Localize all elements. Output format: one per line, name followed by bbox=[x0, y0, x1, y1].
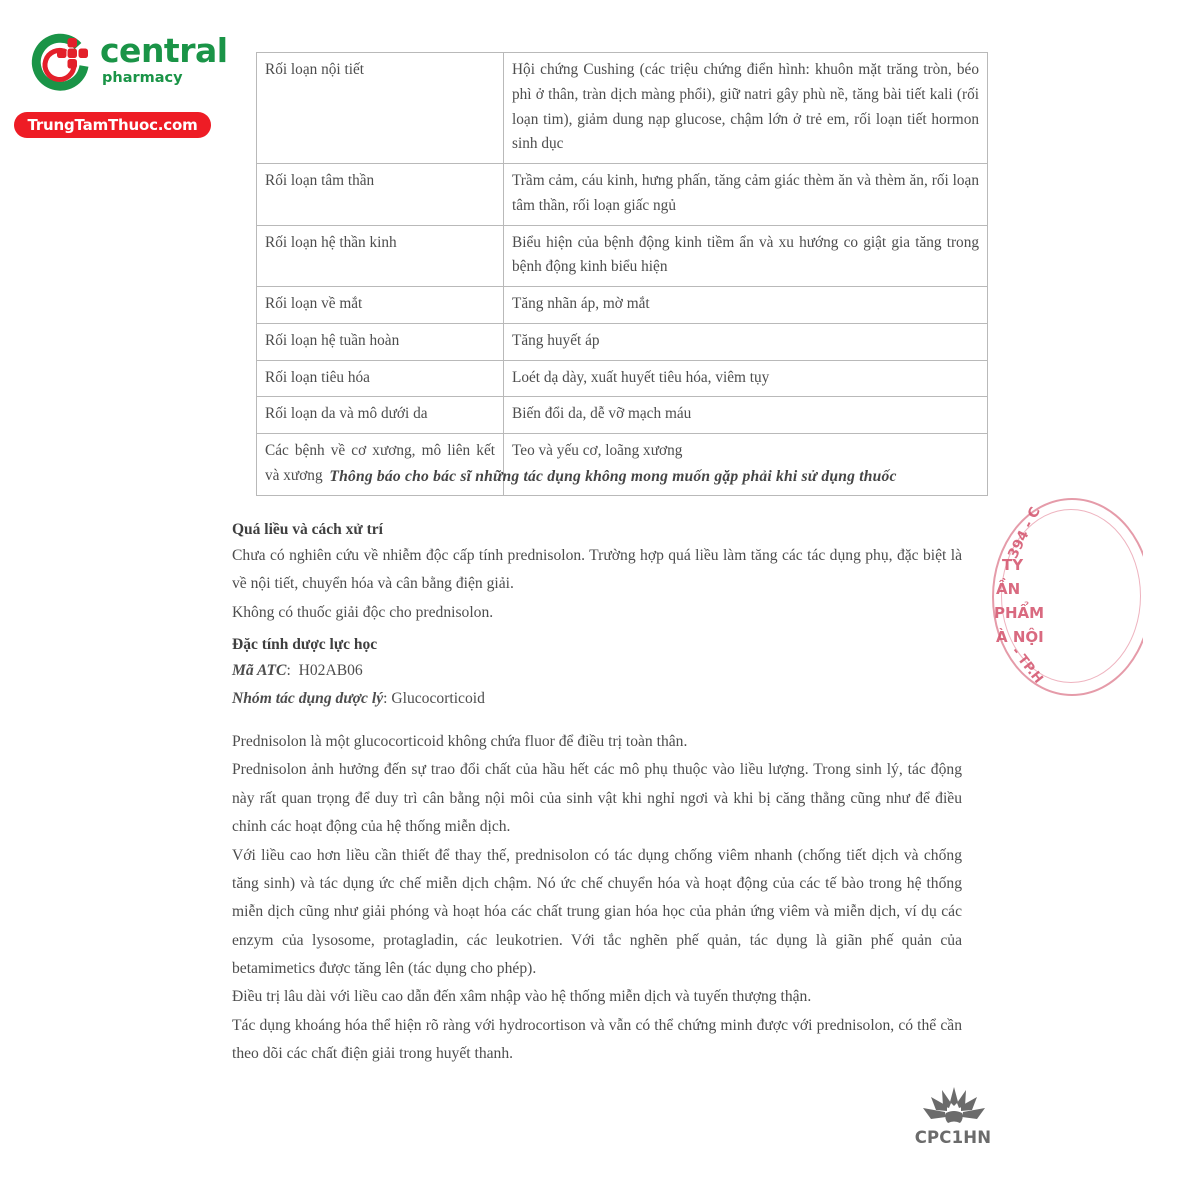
table-cell-category: Rối loạn da và mô dưới da bbox=[257, 397, 504, 434]
stamp-outer-ring bbox=[992, 498, 1143, 696]
central-pharmacy-logo-icon bbox=[26, 32, 94, 100]
body-paragraph-3: Với liều cao hơn liều cần thiết để thay thế, prednisolon có tác dụng chống viêm nhanh (chống tiết dịch và chống tăng sinh) và tác dụng ức chế miễn dịch chậm. Nó ức chế chuyển hóa và hoạt động của các tế bào trong hệ thống miễn dịch cũng như giải phóng và hoạt hóa các chất trung gian hóa học của phản ứng viêm và miễn dịch, ví dụ các enzym của lysosome, protagladin, các leukotrien. Với tắc nghẽn phế quản, tác dụng là giãn phế quản của betamimetics được tăng lên (tác dụng cho phép). bbox=[232, 846, 962, 977]
overdose-heading: Quá liều và cách xử trí bbox=[232, 521, 383, 538]
body-paragraph-4: Điều trị lâu dài với liều cao dẫn đến xâm nhập vào hệ thống miễn dịch và tuyến thượng thận. bbox=[232, 988, 812, 1006]
trungtamthuoc-banner[interactable] bbox=[14, 112, 211, 138]
overdose-paragraph-1: Chưa có nghiên cứu về nhiễm độc cấp tính prednisolon. Trường hợp quá liều làm tăng các tác dụng phụ, đặc biệt là về nội tiết, chuyển hóa và cân bằng điện giải. bbox=[232, 547, 962, 593]
banner-label: TrungTamThuoc.com bbox=[27, 116, 198, 134]
stamp-line-4: PHẨM bbox=[994, 604, 1045, 622]
cpc1hn-footer-logo bbox=[898, 1086, 1008, 1150]
table-cell-category: Rối loạn hệ tuần hoàn bbox=[257, 323, 504, 360]
table-row bbox=[257, 225, 988, 287]
table-cell-category: Rối loạn về mắt bbox=[257, 287, 504, 324]
table-cell-category: Rối loạn nội tiết bbox=[257, 53, 504, 164]
body-paragraph-1: Prednisolon là một glucocorticoid không chứa fluor để điều trị toàn thân. bbox=[232, 733, 688, 750]
table-cell-description: Hội chứng Cushing (các triệu chứng điển hình: khuôn mặt trăng tròn, béo phì ở thân, tràn dịch màng phổi), giữ natri gây phù nề, tăng bài tiết kali (rối loạn tim), giảm dung nạp glucose, chậm lớn ở trẻ em, rối loạn tiết hormon sinh dục bbox=[504, 53, 988, 164]
stamp-line-1: 394 - C bbox=[1005, 504, 1044, 562]
atc-separator: : bbox=[286, 662, 299, 680]
brand-name: central bbox=[100, 31, 228, 70]
pharmacologic-group-row bbox=[232, 685, 962, 713]
table-row bbox=[257, 397, 988, 434]
table-cell-description: Teo và yếu cơ, loãng xương bbox=[504, 434, 988, 496]
section-overdose bbox=[232, 518, 962, 627]
table-cell-description: Tăng nhãn áp, mờ mắt bbox=[504, 287, 988, 324]
table-body bbox=[257, 53, 988, 496]
brand-tagline: pharmacy bbox=[102, 70, 183, 86]
body-paragraph-2: Prednisolon ảnh hưởng đến sự trao đổi chất của hầu hết các mô phụ thuộc vào liều lượng. Trong sinh lý, tác động này rất quan trọng để duy trì cân bằng nội môi của sinh vật khi nghỉ ngơi và khi bị căng thẳng cũng như để điều chỉnh các hoạt động của hệ thống miễn dịch. bbox=[232, 761, 962, 836]
brand-wordmark bbox=[100, 31, 230, 86]
table-cell-description: Loét dạ dày, xuất huyết tiêu hóa, viêm tụy bbox=[504, 360, 988, 397]
table-cell-description: Biến đổi da, dễ vỡ mạch máu bbox=[504, 397, 988, 434]
table-cell-category: Rối loạn tâm thần bbox=[257, 164, 504, 226]
body-paragraph-5: Tác dụng khoáng hóa thể hiện rõ ràng với hydrocortison và vẫn có thể chứng minh được với prednisolon, có thể cần theo dõi các chất điện giải trong huyết thanh. bbox=[232, 1016, 962, 1063]
table-cell-description: Biểu hiện của bệnh động kinh tiềm ẩn và xu hướng co giật gia tăng trong bệnh động kinh biểu hiện bbox=[504, 225, 988, 287]
overdose-paragraph-2: Không có thuốc giải độc cho prednisolon. bbox=[232, 603, 494, 621]
table-cell-description: Trầm cảm, cáu kinh, hưng phấn, tăng cảm giác thèm ăn và thèm ăn, rối loạn tâm thần, rối loạn giấc ngủ bbox=[504, 164, 988, 226]
doctor-notice-text: Thông báo cho bác sĩ những tác dụng không mong muốn gặp phải khi sử dụng thuốc bbox=[329, 468, 897, 485]
table-cell-category: Rối loạn tiêu hóa bbox=[257, 360, 504, 397]
table-row bbox=[257, 287, 988, 324]
atc-code-label: Mã ATC bbox=[232, 662, 287, 680]
section-pharmacology-body bbox=[232, 728, 962, 1069]
cpc1hn-label: CPC1HN bbox=[914, 1128, 992, 1147]
atc-code-row bbox=[232, 657, 962, 685]
stamp-inner-ring bbox=[1001, 509, 1141, 683]
stamp-line-5: À NỘI bbox=[996, 628, 1044, 646]
table-cell-description: Tăng huyết áp bbox=[504, 323, 988, 360]
section-pharmacodynamics bbox=[232, 633, 962, 714]
group-separator: : bbox=[383, 690, 392, 708]
stamp-inner bbox=[992, 498, 1143, 696]
pharmacologic-group-value: Glucocorticoid bbox=[391, 690, 485, 708]
table-row bbox=[257, 323, 988, 360]
pharmacodynamics-heading: Đặc tính dược lực học bbox=[232, 636, 378, 653]
table-cell-category: Rối loạn hệ thần kinh bbox=[257, 225, 504, 287]
side-effects-table bbox=[256, 52, 988, 496]
table-cell-category: Các bệnh về cơ xương, mô liên kết và xương bbox=[257, 434, 504, 496]
stamp-line-3: ẦN bbox=[996, 580, 1021, 598]
stamp-line-2: TY bbox=[1002, 556, 1024, 574]
site-branding bbox=[14, 28, 229, 148]
table-row bbox=[257, 53, 988, 164]
company-red-stamp bbox=[958, 498, 1143, 696]
stamp-line-6: - TP.H bbox=[1008, 644, 1046, 687]
cpc1hn-fan-icon bbox=[916, 1086, 992, 1130]
table-row bbox=[257, 164, 988, 226]
atc-code-value: H02AB06 bbox=[298, 662, 363, 680]
pharmacologic-group-label: Nhóm tác dụng dược lý bbox=[232, 690, 384, 708]
table-row bbox=[257, 360, 988, 397]
